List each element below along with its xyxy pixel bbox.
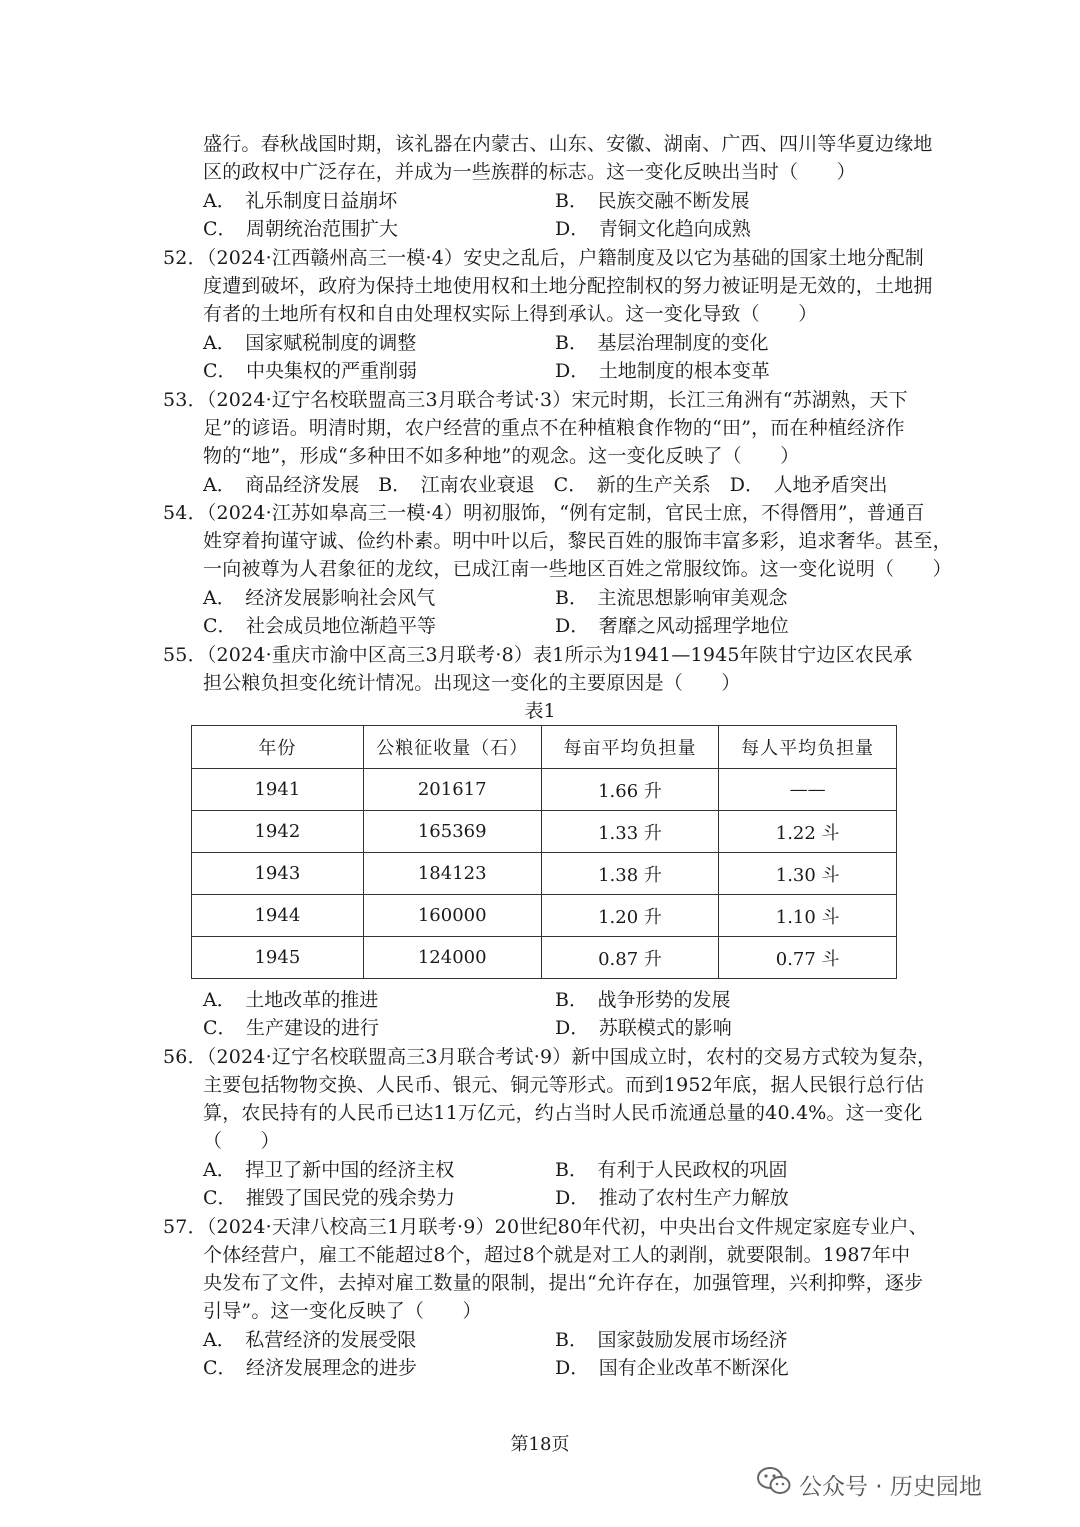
table-cell: 1944 <box>192 895 364 937</box>
table-row <box>192 769 897 811</box>
q54-line-1: 54．（2024·江苏如皋高三一模·4）明初服饰，“例有定制，官民士庶，不得僭用”，普通百 <box>163 502 925 524</box>
q57-line-4: 引导”。这一变化反映了（ ） <box>203 1300 482 1322</box>
intro-option-a: A． 礼乐制度日益崩坏 <box>203 190 398 212</box>
q55-line-1: 55．（2024·重庆市渝中区高三3月联考·8）表1所示为1941—1945年陕甘宁边区农民承 <box>163 644 913 666</box>
q56-option-c: C． 摧毁了国民党的残余势力 <box>203 1187 456 1209</box>
table-cell: 0.77 斗 <box>719 937 897 979</box>
table-header-cell: 年份 <box>192 726 364 769</box>
q54-option-b: B． 主流思想影响审美观念 <box>555 587 788 609</box>
table-cell: 201617 <box>363 769 541 811</box>
q54-option-d: D． 奢靡之风动摇理学地位 <box>555 615 789 637</box>
q55-option-c: C． 生产建设的进行 <box>203 1017 380 1039</box>
table-caption: 表1 <box>524 700 556 722</box>
q52-option-b: B． 基层治理制度的变化 <box>555 332 769 354</box>
watermark-text: 公众号 · 历史园地 <box>799 1473 982 1500</box>
q57-option-d: D． 国有企业改革不断深化 <box>555 1357 789 1379</box>
q52-option-a: A． 国家赋税制度的调整 <box>203 332 417 354</box>
page-number: 第18页 <box>510 1434 570 1455</box>
table-header-cell: 每人平均负担量 <box>719 726 897 769</box>
table-cell: 184123 <box>363 853 541 895</box>
table-cell: 124000 <box>363 937 541 979</box>
table-row <box>192 811 897 853</box>
q52-line-2: 度遭到破坏，政府为保持土地使用权和土地分配控制权的努力被证明是无效的，土地拥 <box>203 275 933 297</box>
q52-option-d: D． 土地制度的根本变革 <box>555 360 770 382</box>
watermark <box>757 1466 982 1502</box>
table-header-cell: 公粮征收量（石） <box>363 726 541 769</box>
table-cell: 1.20 升 <box>541 895 719 937</box>
q56-line-3: 算，农民持有的人民币已达11万亿元，约占当时人民币流通总量的40.4%。这一变化 <box>203 1102 923 1124</box>
table-cell: 1942 <box>192 811 364 853</box>
q56-option-b: B． 有利于人民政权的巩固 <box>555 1159 788 1181</box>
q53-line-2: 足”的谚语。明清时期，农户经营的重点不在种植粮食作物的“田”，而在种植经济作 <box>203 417 905 439</box>
intro-line-1: 盛行。春秋战国时期，该礼器在内蒙古、山东、安徽、湖南、广西、四川等华夏边缘地 <box>203 133 933 155</box>
intro-option-c: C． 周朝统治范围扩大 <box>203 218 399 240</box>
table-cell: 1945 <box>192 937 364 979</box>
intro-option-d: D． 青铜文化趋向成熟 <box>555 218 751 240</box>
q55-option-b: B． 战争形势的发展 <box>555 989 731 1011</box>
q57-option-b: B． 国家鼓励发展市场经济 <box>555 1329 788 1351</box>
table-header-row <box>192 726 897 769</box>
q52-option-c: C． 中央集权的严重削弱 <box>203 360 418 382</box>
table-cell: 1.66 升 <box>541 769 719 811</box>
table-cell: —— <box>719 769 897 811</box>
table-cell: 0.87 升 <box>541 937 719 979</box>
q55-line-2: 担公粮负担变化统计情况。出现这一变化的主要原因是（ ） <box>203 672 741 694</box>
q57-line-2: 个体经营户，雇工不能超过8个，超过8个就是对工人的剥削，就要限制。1987年中 <box>203 1244 911 1266</box>
q56-option-d: D． 推动了农村生产力解放 <box>555 1187 789 1209</box>
q53-line-1: 53．（2024·辽宁名校联盟高三3月联合考试·3）宋元时期，长江三角洲有“苏湖熟，天下 <box>163 389 908 411</box>
q57-option-a: A． 私营经济的发展受限 <box>203 1329 417 1351</box>
table-cell: 1.30 斗 <box>719 853 897 895</box>
q54-line-2: 姓穿着拘谨守诚、俭约朴素。明中叶以后，黎民百姓的服饰丰富多彩，追求奢华。甚至， <box>203 530 952 552</box>
q54-line-3: 一向被尊为人君象征的龙纹，已成江南一些地区百姓之常服纹饰。这一变化说明（ ） <box>203 558 952 580</box>
q52-line-3: 有者的土地所有权和自由处理权实际上得到承认。这一变化导致（ ） <box>203 303 818 325</box>
q56-line-4: （ ） <box>203 1130 280 1152</box>
table-row <box>192 937 897 979</box>
q53-options-row: A． 商品经济发展 B． 江南农业衰退 C． 新的生产关系 D． 人地矛盾突出 <box>203 474 888 496</box>
q56-option-a: A． 捍卫了新中国的经济主权 <box>203 1159 455 1181</box>
table-cell: 165369 <box>363 811 541 853</box>
table-cell: 1.10 斗 <box>719 895 897 937</box>
q54-option-c: C． 社会成员地位渐趋平等 <box>203 615 437 637</box>
q55-option-d: D． 苏联模式的影响 <box>555 1017 732 1039</box>
q54-option-a: A． 经济发展影响社会风气 <box>203 587 436 609</box>
q53-line-3: 物的“地”，形成“多种田不如多种地”的观念。这一变化反映了（ ） <box>203 445 800 467</box>
table-cell: 160000 <box>363 895 541 937</box>
q56-line-2: 主要包括物物交换、人民币、银元、铜元等形式。而到1952年底，据人民银行总行估 <box>203 1074 925 1096</box>
table-cell: 1943 <box>192 853 364 895</box>
q52-line-1: 52．（2024·江西赣州高三一模·4）安史之乱后，户籍制度及以它为基础的国家土地分配制 <box>163 247 924 269</box>
q57-line-1: 57．（2024·天津八校高三1月联考·9）20世纪80年代初，中央出台文件规定家庭专业户、 <box>163 1216 928 1238</box>
table-cell: 1.22 斗 <box>719 811 897 853</box>
table-row <box>192 895 897 937</box>
q57-line-3: 央发布了文件，去掉对雇工数量的限制，提出“允许存在，加强管理，兴利抑弊，逐步 <box>203 1272 924 1294</box>
grain-burden-table <box>191 725 897 979</box>
wechat-icon <box>757 1466 799 1502</box>
q57-option-c: C． 经济发展理念的进步 <box>203 1357 418 1379</box>
q56-line-1: 56．（2024·辽宁名校联盟高三3月联合考试·9）新中国成立时，农村的交易方式较为复杂， <box>163 1046 937 1068</box>
intro-option-b: B． 民族交融不断发展 <box>555 190 750 212</box>
table-row <box>192 853 897 895</box>
table-cell: 1941 <box>192 769 364 811</box>
q55-option-a: A． 土地改革的推进 <box>203 989 379 1011</box>
table-header-cell: 每亩平均负担量 <box>541 726 719 769</box>
table-cell: 1.33 升 <box>541 811 719 853</box>
intro-line-2: 区的政权中广泛存在，并成为一些族群的标志。这一变化反映出当时（ ） <box>203 161 856 183</box>
table-cell: 1.38 升 <box>541 853 719 895</box>
